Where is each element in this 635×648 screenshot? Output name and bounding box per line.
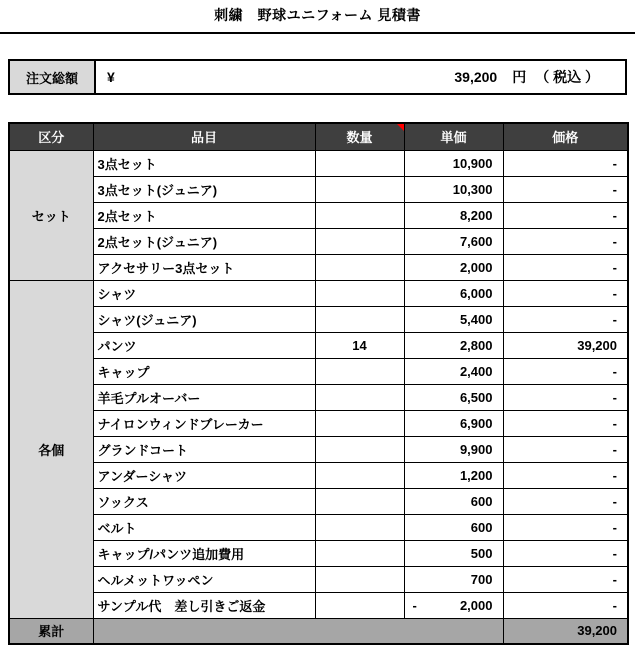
order-total-box — [8, 59, 627, 95]
price-cell: - — [503, 488, 628, 514]
order-total-label: 注文総額 — [10, 61, 96, 93]
table-row — [9, 488, 628, 514]
table-row — [9, 436, 628, 462]
unit-price-value: 2,000 — [459, 597, 493, 613]
table-row — [9, 358, 628, 384]
minus-sign: - — [412, 597, 417, 613]
quantity-cell[interactable] — [315, 488, 404, 514]
price-cell: - — [503, 176, 628, 202]
quantity-cell[interactable] — [315, 462, 404, 488]
item-cell: アンダーシャツ — [93, 462, 315, 488]
title-divider — [0, 32, 635, 34]
header-quantity-label: 数量 — [346, 130, 373, 146]
price-cell: - — [503, 254, 628, 280]
header-price: 価格 — [503, 123, 628, 150]
table-row — [9, 384, 628, 410]
unit-price-cell: 500 — [404, 540, 503, 566]
table-row — [9, 540, 628, 566]
unit-price-cell: 600 — [404, 488, 503, 514]
item-cell: アクセサリー3点セット — [93, 254, 315, 280]
price-cell: - — [503, 462, 628, 488]
quantity-cell[interactable] — [315, 436, 404, 462]
table-row — [9, 280, 628, 306]
item-cell: パンツ — [93, 332, 315, 358]
category-cell: セット — [9, 150, 93, 280]
unit-price-cell: 600 — [404, 514, 503, 540]
unit-price-cell: 6,000 — [404, 280, 503, 306]
quantity-cell[interactable] — [315, 384, 404, 410]
price-cell: - — [503, 150, 628, 176]
price-cell: - — [503, 540, 628, 566]
price-cell: - — [503, 306, 628, 332]
unit-price-cell: 6,900 — [404, 410, 503, 436]
unit-price-cell: 10,900 — [404, 150, 503, 176]
order-total-tax-note: （ 税込 ） — [535, 69, 599, 85]
item-cell: ソックス — [93, 488, 315, 514]
price-cell: - — [503, 358, 628, 384]
unit-price-cell: 8,200 — [404, 202, 503, 228]
currency-symbol: ¥ — [107, 69, 115, 85]
unit-price-cell: 700 — [404, 566, 503, 592]
quantity-cell[interactable] — [315, 592, 404, 618]
item-cell: 3点セット(ジュニア) — [93, 176, 315, 202]
unit-price-cell: 9,900 — [404, 436, 503, 462]
quantity-cell[interactable] — [315, 228, 404, 254]
item-cell: 2点セット(ジュニア) — [93, 228, 315, 254]
quantity-cell[interactable] — [315, 280, 404, 306]
table-row — [9, 592, 628, 618]
quantity-cell[interactable] — [315, 514, 404, 540]
table-row — [9, 150, 628, 176]
unit-price-cell — [404, 592, 503, 618]
unit-price-cell: 2,800 — [404, 332, 503, 358]
price-cell: 39,200 — [503, 332, 628, 358]
table-row — [9, 202, 628, 228]
item-cell: ナイロンウィンドブレーカー — [93, 410, 315, 436]
unit-price-cell: 10,300 — [404, 176, 503, 202]
table-row — [9, 462, 628, 488]
items-body — [9, 150, 628, 644]
quantity-cell[interactable] — [315, 150, 404, 176]
total-label: 累計 — [9, 618, 93, 644]
item-cell: ベルト — [93, 514, 315, 540]
table-row — [9, 566, 628, 592]
estimate-table — [8, 122, 629, 645]
quantity-cell[interactable] — [315, 306, 404, 332]
quantity-cell[interactable] — [315, 410, 404, 436]
table-row — [9, 306, 628, 332]
total-price: 39,200 — [503, 618, 628, 644]
item-cell: シャツ(ジュニア) — [93, 306, 315, 332]
quantity-cell[interactable] — [315, 202, 404, 228]
table-header-row — [9, 123, 628, 150]
price-cell: - — [503, 202, 628, 228]
header-unit-price: 単価 — [404, 123, 503, 150]
unit-price-cell: 7,600 — [404, 228, 503, 254]
price-cell: - — [503, 566, 628, 592]
item-cell: ヘルメットワッペン — [93, 566, 315, 592]
item-cell: 羊毛プルオーバー — [93, 384, 315, 410]
page-title: 刺繍 野球ユニフォーム 見積書 — [214, 7, 421, 23]
table-row — [9, 176, 628, 202]
header-item: 品目 — [93, 123, 315, 150]
price-cell: - — [503, 384, 628, 410]
header-quantity — [315, 123, 404, 150]
price-cell: - — [503, 280, 628, 306]
item-cell: キャップ/パンツ追加費用 — [93, 540, 315, 566]
item-cell: シャツ — [93, 280, 315, 306]
table-row — [9, 332, 628, 358]
item-cell: グランドコート — [93, 436, 315, 462]
order-total-value — [96, 61, 625, 93]
price-cell: - — [503, 410, 628, 436]
negative-amount — [405, 598, 493, 613]
total-row — [9, 618, 628, 644]
unit-price-cell: 5,400 — [404, 306, 503, 332]
quantity-cell[interactable] — [315, 176, 404, 202]
table-row — [9, 228, 628, 254]
unit-price-cell: 2,400 — [404, 358, 503, 384]
item-cell: キャップ — [93, 358, 315, 384]
quantity-cell[interactable]: 14 — [315, 332, 404, 358]
total-spacer-cell — [93, 618, 503, 644]
price-cell: - — [503, 228, 628, 254]
quantity-cell[interactable] — [315, 254, 404, 280]
quantity-cell[interactable] — [315, 540, 404, 566]
quantity-cell[interactable] — [315, 566, 404, 592]
table-row — [9, 410, 628, 436]
item-cell: 3点セット — [93, 150, 315, 176]
table-row — [9, 254, 628, 280]
unit-price-cell: 1,200 — [404, 462, 503, 488]
header-category: 区分 — [9, 123, 93, 150]
comment-indicator-icon — [397, 124, 404, 131]
order-total-amount-group — [454, 67, 625, 87]
price-cell: - — [503, 514, 628, 540]
order-total-amount: 39,200 — [454, 69, 498, 85]
table-row — [9, 514, 628, 540]
price-cell: - — [503, 592, 628, 618]
unit-price-cell: 2,000 — [404, 254, 503, 280]
unit-price-cell: 6,500 — [404, 384, 503, 410]
order-total-unit: 円 — [512, 69, 527, 85]
item-cell: サンプル代 差し引きご返金 — [93, 592, 315, 618]
price-cell: - — [503, 436, 628, 462]
item-cell: 2点セット — [93, 202, 315, 228]
quantity-cell[interactable] — [315, 358, 404, 384]
category-cell: 各個 — [9, 280, 93, 618]
